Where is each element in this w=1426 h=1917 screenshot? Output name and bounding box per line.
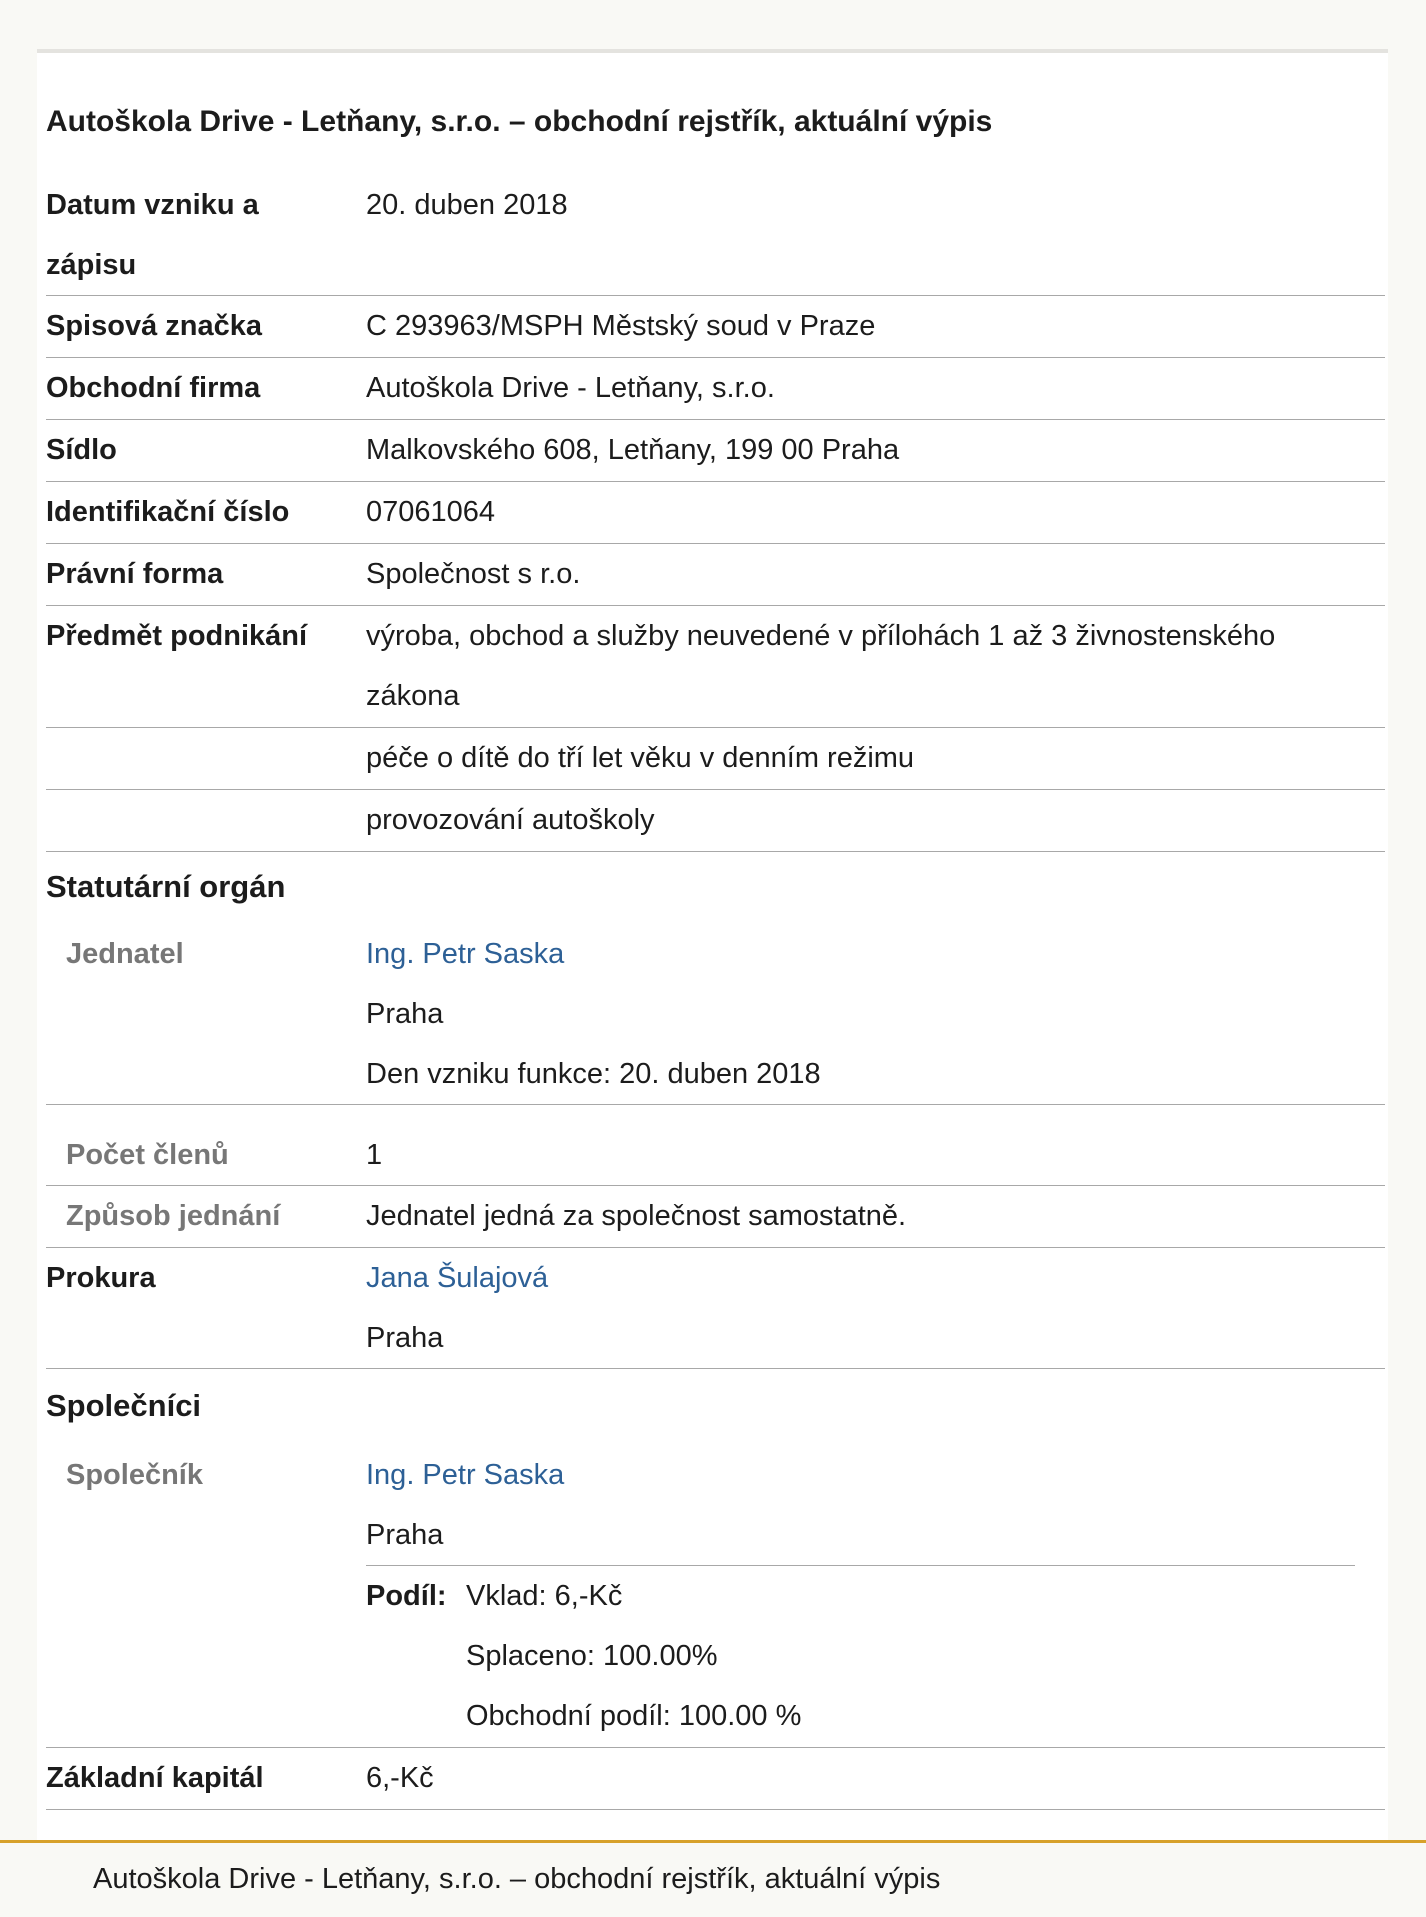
kapital-label: Základní kapitál [46, 1762, 264, 1794]
row-pocet-clenu [46, 1105, 1385, 1186]
row-zakladni-kapital [46, 1748, 1385, 1810]
row-spolecnik [46, 1445, 1385, 1748]
row-spisova-znacka [46, 296, 1385, 358]
ico-value: 07061064 [366, 496, 496, 528]
predmet-item-1a: výroba, obchod a služby neuvedené v přílohách 1 až 3 živnostenského [366, 620, 1276, 652]
prokura-city: Praha [366, 1322, 444, 1354]
datum-label-line1: Datum vzniku a [46, 189, 259, 221]
row-prokura [46, 1248, 1385, 1369]
row-ico [46, 482, 1385, 544]
row-predmet-3 [46, 790, 1385, 852]
section-statutarni-organ [46, 852, 1385, 924]
spolecnici-heading: Společníci [46, 1388, 202, 1423]
firma-label: Obchodní firma [46, 372, 261, 404]
vklad-value: Vklad: 6,-Kč [466, 1580, 623, 1612]
predmet-item-2: péče o dítě do tří let věku v denním režimu [366, 742, 915, 774]
statutarni-heading: Statutární orgán [46, 869, 286, 904]
record-table [46, 175, 1385, 1810]
datum-label [46, 175, 259, 295]
kapital-value: 6,-Kč [366, 1762, 434, 1794]
obchodni-podil-value: Obchodní podíl: 100.00 % [466, 1700, 802, 1732]
sidlo-label: Sídlo [46, 434, 117, 466]
jednatel-name-link[interactable]: Ing. Petr Saska [366, 938, 565, 970]
prokura-name-link[interactable]: Jana Šulajová [366, 1262, 549, 1294]
prokura-label: Prokura [46, 1262, 156, 1294]
predmet-item-3: provozování autoškoly [366, 804, 655, 836]
spolecnik-city: Praha [366, 1519, 444, 1551]
ico-label: Identifikační číslo [46, 496, 290, 528]
page-title: Autoškola Drive - Letňany, s.r.o. – obchodní rejstřík, aktuální výpis [46, 105, 993, 138]
firma-value: Autoškola Drive - Letňany, s.r.o. [366, 372, 775, 404]
pocet-label: Počet členů [66, 1139, 229, 1171]
row-pravni-forma [46, 544, 1385, 606]
predmet-item-1b: zákona [366, 680, 460, 712]
record-sheet [37, 49, 1388, 1859]
jednatel-label: Jednatel [66, 938, 184, 970]
row-zpusob-jednani [46, 1186, 1385, 1248]
datum-value: 20. duben 2018 [366, 189, 568, 221]
share-block [366, 1565, 1355, 1746]
jednatel-city: Praha [366, 998, 444, 1030]
row-predmet-2 [46, 728, 1385, 790]
row-predmet-podnikani [46, 606, 1385, 728]
spolecnik-label: Společník [66, 1459, 203, 1491]
zpusob-label: Způsob jednání [66, 1200, 281, 1232]
spolecnik-name-link[interactable]: Ing. Petr Saska [366, 1459, 565, 1491]
row-sidlo [46, 420, 1385, 482]
page-footer [0, 1840, 1426, 1917]
predmet-label: Předmět podnikání [46, 620, 308, 652]
footer-title: Autoškola Drive - Letňany, s.r.o. – obchodní rejstřík, aktuální výpis [93, 1863, 941, 1895]
row-datum-vzniku [46, 175, 1385, 296]
pocet-value: 1 [366, 1139, 383, 1171]
datum-label-line2: zápisu [46, 249, 137, 281]
zpusob-value: Jednatel jedná za společnost samostatně. [366, 1200, 907, 1232]
forma-label: Právní forma [46, 558, 224, 590]
sidlo-value: Malkovského 608, Letňany, 199 00 Praha [366, 434, 900, 466]
row-jednatel [46, 924, 1385, 1105]
section-spolecnici [46, 1369, 1385, 1445]
splaceno-value: Splaceno: 100.00% [466, 1640, 718, 1672]
podil-label: Podíl: [366, 1580, 447, 1612]
spis-label: Spisová značka [46, 310, 262, 342]
spis-value: C 293963/MSPH Městský soud v Praze [366, 310, 876, 342]
jednatel-since: Den vzniku funkce: 20. duben 2018 [366, 1058, 821, 1090]
forma-value: Společnost s r.o. [366, 558, 581, 590]
row-obchodni-firma [46, 358, 1385, 420]
